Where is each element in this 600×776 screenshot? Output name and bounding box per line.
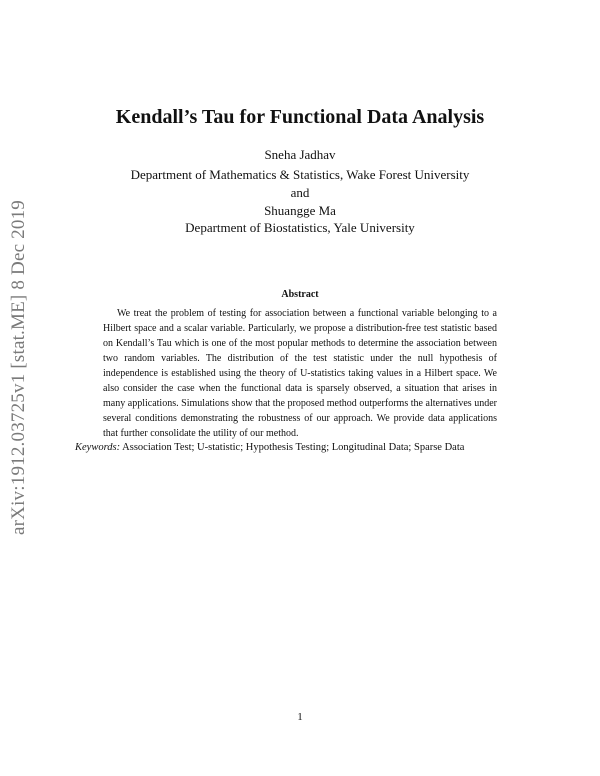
abstract-heading: Abstract	[281, 289, 319, 300]
page-number: 1	[297, 711, 303, 723]
author-conjunction: and	[290, 185, 310, 200]
keywords	[75, 442, 525, 453]
paper-title: Kendall’s Tau for Functional Data Analysis	[115, 106, 485, 128]
author-affiliation-2: Department of Biostatistics, Yale University	[185, 220, 415, 235]
keywords-list: Association Test; U-statistic; Hypothesis Testing; Longitudinal Data; Sparse Data	[122, 442, 465, 453]
keywords-label: Keywords:	[75, 442, 121, 453]
author-name-1: Sneha Jadhav	[264, 147, 336, 162]
arxiv-identifier: arXiv:1912.03725v1 [stat.ME] 8 Dec 2019	[8, 200, 29, 535]
abstract-body: We treat the problem of testing for association between a functional variable belonging to a Hilbert space and a scalar variable. Particularly, we propose a distribution-free test statistic based on Kendall’s Tau which is one of the most popular methods to determine the association between two random variables. The distribution of the test statistic under the null hypothesis of independence is established using the theory of U-statistics taking values in a Hilbert space. We also consider the case when the functional data is sparsely observed, a situation that arises in many applications. Simulations show that the proposed method outperforms the alternatives under several conditions demonstrating the robustness of our approach. We provide data applications that further consolidate the utility of our method.	[103, 308, 497, 439]
author-name-2: Shuangge Ma	[264, 203, 336, 218]
author-affiliation-1: Department of Mathematics & Statistics, Wake Forest University	[130, 167, 470, 182]
